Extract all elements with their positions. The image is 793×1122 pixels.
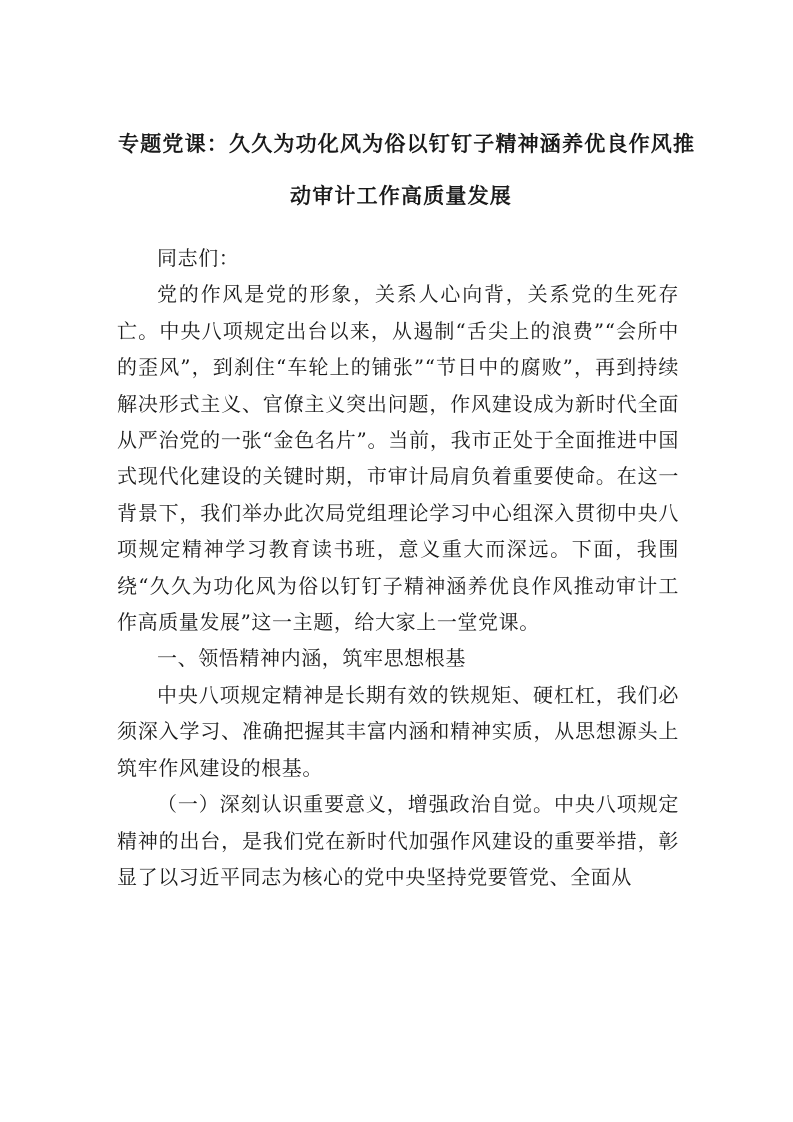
document-body bbox=[117, 240, 679, 895]
document-title-line-2: 动审计工作高质量发展 bbox=[290, 183, 512, 208]
body-paragraph: 中央八项规定精神是长期有效的铁规矩、硬杠杠，我们必须深入学习、准确把握其丰富内涵和精神实质，从思想源头上筑牢作风建设的根基。 bbox=[117, 682, 679, 780]
body-paragraph: （一）深刻认识重要意义，增强政治自觉。中央八项规定精神的出台，是我们党在新时代加强作风建设的重要举措，彰显了以习近平同志为核心的党中央坚持党要管党、全面从 bbox=[117, 792, 679, 889]
document-title-line-1: 专题党课：久久为功化风为俗以钉钉子精神涵养优良作风推 bbox=[118, 131, 696, 156]
salutation: 同志们： bbox=[157, 246, 240, 270]
body-paragraph: 党的作风是党的形象，关系人心向背，关系党的生死存亡。中央八项规定出台以来，从遏制“舌尖上的浪费”“会所中的歪风”，到刹住“车轮上的铺张”“节日中的腐败”，再到持续解决形式主义、官僚主义突出问题，作风建设成为新时代全面从严治党的一张“金色名片”。当前，我市正处于全面推进中国式现代化建设的关键时期，市审计局肩负着重要使命。在这一背景下，我们举办此次局党组理论学习中心组深入贯彻中央八项规定精神学习教育读书班，意义重大而深远。下面，我围绕“久久为功化风为俗以钉钉子精神涵养优良作风推动审计工作高质量发展”这一主题，给大家上一堂党课。 bbox=[117, 282, 679, 635]
section-heading: 一、领悟精神内涵，筑牢思想根基 bbox=[157, 646, 466, 671]
